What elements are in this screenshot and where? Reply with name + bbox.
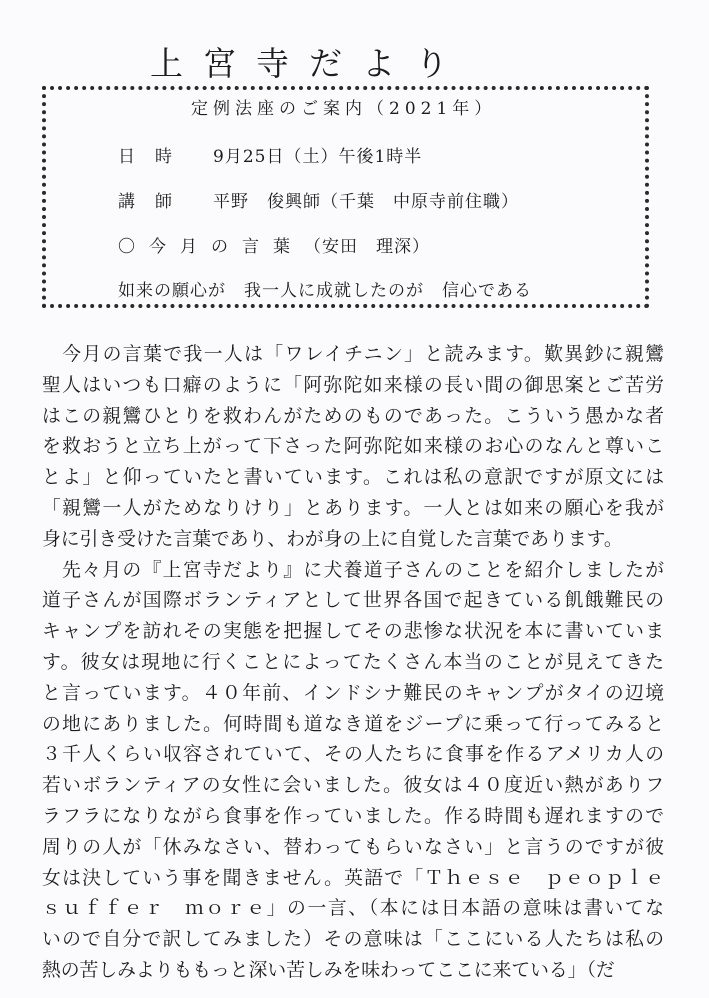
body-line: の地にありました。何時間も道なき道をジープに乗って行ってみると	[42, 713, 664, 735]
body-line: 先々月の『上宮寺だより』に犬養道子さんのことを紹介しましたが	[42, 559, 664, 581]
datetime-value: 9月25日（土）午後1時半	[213, 147, 423, 167]
datetime-label: 日時	[118, 147, 192, 167]
body-line: 「親鸞一人がためなりけり」とあります。一人とは如来の願心を我が	[42, 497, 664, 519]
body-line: ラフラになりながら食事を作っていました。作る時間も遅れますので	[42, 805, 664, 827]
body-line: 若いボランティアの女性に会いました。彼女は４０度近い熱がありフ	[42, 775, 664, 797]
lecturer-row	[118, 190, 519, 214]
body-line: 道子さんが国際ボランティアとして世界各国で起きている飢餓難民の	[42, 590, 664, 612]
notice-heading: 定例法座のご案内（2021年）	[191, 99, 497, 119]
lecturer-label: 講師	[118, 192, 192, 212]
body-line: 女は決していう事を聞きません。英語で「Ｔｈｅｓｅ ｐｅｏｐｌｅ	[42, 867, 664, 889]
body-line: 身に引き受けた言葉であり、わが身の上に自覚した言葉であります。	[42, 528, 623, 550]
body-line: 周りの人が「休みなさい、替わってもらいなさい」と言うのですが彼	[42, 836, 664, 858]
page-title: 上宮寺だより	[150, 44, 468, 83]
body-line: す。彼女は現地に行くことによってたくさん本当のことが見えてきた	[42, 651, 664, 673]
body-line: はこの親鸞ひとりを救わんがためのものであった。こういう愚かな者	[42, 405, 664, 427]
datetime-row	[118, 145, 422, 169]
body-text	[42, 340, 664, 987]
body-line: とよ」と仰っていたと書いています。これは私の意訳ですが原文には	[42, 467, 664, 489]
body-line: キャンプを訪れその実態を把握してその悲惨な状況を本に書いていま	[42, 621, 664, 643]
lecturer-value: 平野 俊興師（千葉 中原寺前住職）	[213, 192, 519, 212]
words-source: （安田 理深）	[304, 237, 430, 257]
body-line: ｓｕｆｆｅｒ ｍｏｒｅ」の一言、（本には日本語の意味は書いてな	[42, 898, 664, 920]
words-label: 〇今月の言葉	[118, 237, 304, 257]
body-line: ３千人くらい収容されていて、その人たちに食事を作るアメリカ人の	[42, 744, 664, 766]
body-line: 今月の言葉で我一人は「ワレイチニン」と読みます。歎異鈔に親鸞	[42, 344, 664, 365]
words-row	[118, 235, 430, 259]
body-line: を救おうと立ち上がって下さった阿弥陀如来様のお心のなんと尊いこ	[42, 436, 664, 458]
body-line: 熱の苦しみよりももっと深い苦しみを味わってここに来ている」（だ	[42, 959, 615, 981]
notice-box	[42, 86, 649, 308]
words-quote: 如来の願心が 我一人に成就したのが 信心である	[118, 281, 532, 301]
body-line: 聖人はいつも口癖のように「阿弥陀如来様の長い間の御思案とご苦労	[42, 374, 664, 396]
body-line: いので自分で訳してみました）その意味は「ここにいる人たちは私の	[42, 929, 664, 951]
body-line: と言っています。４０年前、インドシナ難民のキャンプがタイの辺境	[42, 682, 664, 704]
